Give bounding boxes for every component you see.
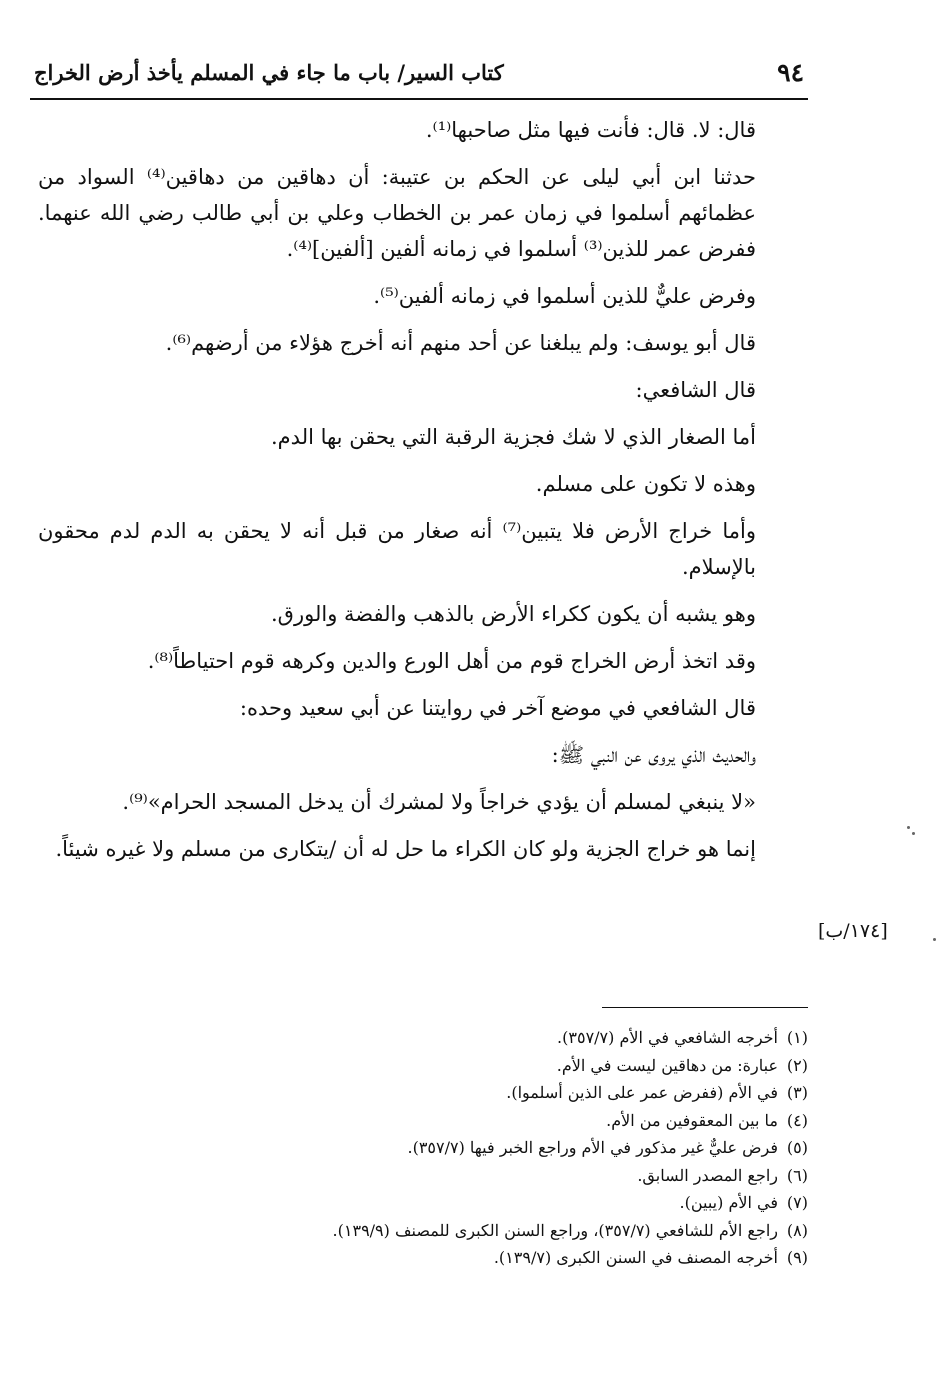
paragraph: إنما هو خراج الجزية ولو كان الكراء ما حل له أن /يتكارى من مسلم ولا غيره شيئاً.: [55, 837, 756, 861]
footnote-number: (٨): [786, 1220, 808, 1240]
footnote-item: [100, 1217, 808, 1245]
footnote-number: (١): [786, 1028, 808, 1047]
footnote-text: في الأم (يبين).: [679, 1193, 778, 1212]
footnote-item: [100, 1189, 808, 1217]
paragraph: والحديث الذي يروى عن النبي ﷺ:: [551, 743, 756, 767]
scan-speck: [907, 826, 910, 829]
footnote-text: في الأم (ففرض عمر على الذين أسلموا).: [506, 1083, 778, 1102]
scan-speck: [912, 832, 915, 835]
paragraph: قال: لا. قال: فأنت فيها مثل صاحبها⁽¹⁾.: [425, 118, 756, 142]
footnote-text: أخرجه المصنف في السنن الكبرى (١٣٩/٧).: [493, 1248, 778, 1267]
footnote-text: أخرجه الشافعي في الأم (٣٥٧/٧).: [557, 1028, 778, 1047]
scan-speck: [933, 938, 936, 941]
running-title: كتاب السير/ باب ما جاء في المسلم يأخذ أرض الخراج: [34, 60, 504, 85]
footnote-item: [100, 1052, 808, 1080]
footnote-item: [100, 1024, 808, 1052]
footnote-text: راجع الأم للشافعي (٣٥٧/٧)، وراجع السنن الكبرى للمصنف (١٣٩/٩).: [332, 1220, 778, 1240]
footnote-number: (٣): [786, 1083, 808, 1102]
paragraph: أما الصغار الذي لا شك فجزية الرقبة التي يحقن بها الدم.: [271, 425, 756, 449]
footnote-number: (٦): [786, 1165, 808, 1185]
footnote-number: (٧): [786, 1193, 808, 1212]
paragraph: وفرض عليٌّ للذين أسلموا في زمانه ألفين⁽⁵⁾.: [373, 284, 756, 308]
footnote-number: (٥): [786, 1138, 808, 1157]
footnote-text: عبارة: من دهاقين ليست في الأم.: [556, 1055, 778, 1075]
footnote-text: ما بين المعقوفين من الأم.: [606, 1110, 778, 1130]
footnote-number: (٩): [786, 1248, 808, 1267]
paragraph: قال الشافعي:: [635, 378, 756, 402]
page-number: ٩٤: [777, 58, 804, 87]
manuscript-folio-note: [١٧٤/ب]: [818, 920, 888, 942]
footnote-item: [100, 1162, 808, 1190]
footnote-text: فرض عليٌّ غير مذكور في الأم وراجع الخبر فيها (٣٥٧/٧).: [407, 1138, 778, 1157]
footnote-item: [100, 1244, 808, 1272]
paragraph: وهذه لا تكون على مسلم.: [535, 472, 756, 496]
footnotes: [100, 1024, 808, 1272]
paragraph: قال أبو يوسف: ولم يبلغنا عن أحد منهم أنه أخرج هؤلاء من أرضهم⁽⁶⁾.: [165, 331, 756, 355]
page-header: [30, 54, 808, 100]
paragraph: قال الشافعي في موضع آخر في روايتنا عن أبي سعيد وحده:: [239, 696, 756, 720]
footnote-number: (٢): [786, 1055, 808, 1075]
footnote-item: [100, 1107, 808, 1135]
main-text: [38, 112, 808, 878]
footnote-divider: [602, 1007, 808, 1008]
footnote-number: (٤): [786, 1110, 808, 1130]
paragraph: وقد اتخذ أرض الخراج قوم من أهل الورع والدين وكرهه قوم احتياطاً⁽⁸⁾.: [147, 649, 756, 673]
footnote-item: [100, 1134, 808, 1162]
paragraph: وهو يشبه أن يكون ككراء الأرض بالذهب والفضة والورق.: [271, 602, 756, 626]
paragraph: وأما خراج الأرض فلا يتبين⁽⁷⁾ أنه صغار من قبل أنه لا يحقن به الدم لدم محقون بالإسلام.: [38, 519, 756, 579]
footnote-text: راجع المصدر السابق.: [637, 1165, 778, 1185]
paragraph: حدثنا ابن أبي ليلى عن الحكم بن عتيبة: أن دهاقين من دهاقين⁽⁴⁾ السواد من عظمائهم أسلموا في زمان عمر بن الخطاب وعلي بن أبي طالب رضي الله عنهما. ففرض عمر للذين⁽³⁾ أسلموا في زمانه ألفين [ألفين]⁽⁴⁾.: [38, 165, 757, 261]
footnote-item: [100, 1079, 808, 1107]
hadith-quote: «لا ينبغي لمسلم أن يؤدي خراجاً ولا لمشرك أن يدخل المسجد الحرام»⁽⁹⁾.: [122, 790, 756, 814]
